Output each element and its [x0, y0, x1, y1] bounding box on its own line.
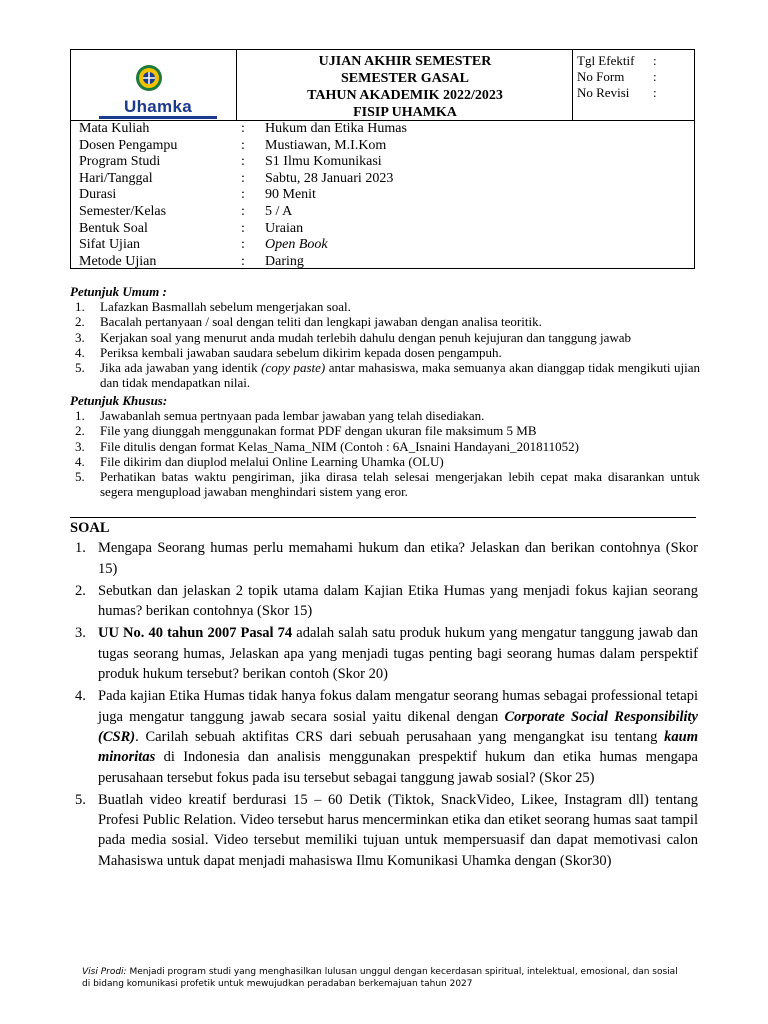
info-sep: : — [241, 154, 245, 170]
info-label: Durasi — [79, 187, 117, 203]
questions-section — [70, 518, 698, 871]
footer-text: Menjadi program studi yang menghasilkan lulusan unggul dengan kecerdasan spiritual, intelektual, emosional, dan sosial di bidang komunikasi profetik untuk mewujudkan peradaban berkemajuan tahun 2027 — [82, 967, 678, 989]
info-value: Daring — [265, 253, 304, 269]
info-row — [79, 204, 689, 221]
question-number: 1. — [75, 540, 86, 557]
info-row — [79, 138, 689, 155]
course-info — [79, 121, 689, 270]
info-sep: : — [241, 170, 245, 186]
info-value: Sabtu, 28 Januari 2023 — [265, 170, 394, 186]
text-run: Pada kajian Etika Humas tidak hanya fokus dalam mengatur seorang humas sebagai professional tetapi juga mengatur tanggung jawab secara sosial yaitu dikenal dengan — [98, 688, 698, 725]
info-value: 90 Menit — [265, 187, 316, 203]
item-number: 2. — [75, 314, 85, 330]
question-text — [98, 623, 698, 684]
meta-sep: : — [653, 85, 657, 100]
instruction-list — [70, 408, 700, 499]
info-sep: : — [241, 220, 245, 236]
info-row — [79, 221, 689, 238]
info-row — [79, 121, 689, 138]
list-item — [70, 408, 700, 423]
item-text: File yang diunggah menggunakan format PDF dengan ukuran file maksimum 5 MB — [100, 423, 537, 439]
meta-label: Tgl Efektif — [577, 53, 635, 68]
info-sep: : — [241, 253, 245, 269]
question-text: Sebutkan dan jelaskan 2 topik utama dalam Kajian Etika Humas yang menjadi fokus kajian seorang humas? berikan contohnya (Skor 15) — [98, 582, 698, 620]
text-run: . Carilah sebuah aktifitas CRS dari sebuah perusahaan yang mengangkat isu tentang — [135, 728, 665, 745]
text-run: Jika ada jawaban yang identik — [100, 360, 262, 376]
footer-vision — [82, 966, 682, 990]
question-text: Mengapa Seorang humas perlu memahami hukum dan etika? Jelaskan dan berikan contohnya (Skor 15) — [98, 540, 698, 577]
info-row — [79, 187, 689, 204]
question-item — [70, 623, 698, 684]
item-number: 4. — [75, 344, 85, 360]
info-sep: : — [241, 137, 245, 153]
header-table — [70, 49, 695, 269]
list-item — [70, 299, 700, 314]
info-label: Metode Ujian — [79, 253, 157, 269]
info-value: 5 / A — [265, 203, 293, 219]
info-row — [79, 254, 689, 271]
info-row — [79, 171, 689, 188]
meta-label: No Form — [577, 69, 625, 84]
list-item — [70, 423, 700, 438]
item-text: File ditulis dengan format Kelas_Nama_NIM (Contoh : 6A_Isnaini Handayani_201811052) — [100, 438, 579, 454]
university-logo — [91, 60, 211, 120]
logo-underline — [99, 116, 217, 119]
section-title: SOAL — [70, 520, 110, 536]
info-label: Bentuk Soal — [79, 220, 148, 236]
list-item — [70, 345, 700, 360]
footer-label: Visi Prodi: — [82, 967, 127, 977]
list-item — [70, 439, 700, 454]
item-text: Kerjakan soal yang menurut anda mudah terlebih dahulu dengan penuh kejujuran dan tanggung jawab — [100, 329, 632, 345]
item-number: 2. — [75, 423, 85, 439]
info-row — [79, 237, 689, 254]
info-value: Open Book — [265, 237, 328, 253]
list-item — [70, 454, 700, 469]
item-text: Periksa kembali jawaban saudara sebelum dikirim kepada dosen pengampuh. — [100, 344, 502, 360]
item-number: 1. — [75, 408, 85, 424]
list-item — [70, 469, 700, 499]
info-sep: : — [241, 237, 245, 253]
info-sep: : — [241, 187, 245, 203]
info-label: Hari/Tanggal — [79, 170, 153, 186]
question-number: 3. — [75, 625, 86, 642]
info-value: Uraian — [265, 220, 304, 236]
question-number: 4. — [75, 688, 86, 705]
general-instructions — [70, 284, 700, 390]
section-title: Petunjuk Khusus: — [70, 393, 168, 408]
info-sep: : — [241, 203, 245, 219]
list-item — [70, 360, 700, 390]
meta-label: No Revisi — [577, 85, 630, 100]
info-label: Semester/Kelas — [79, 203, 167, 219]
meta-sep: : — [653, 53, 657, 68]
question-number: 5. — [75, 791, 86, 808]
question-item — [70, 686, 698, 787]
info-label: Mata Kuliah — [79, 121, 150, 136]
meta-row — [577, 69, 695, 85]
text-bold-italic: Corporate Social Responsibility (CSR) — [98, 708, 698, 745]
logo-text: Uhamka — [124, 97, 192, 116]
list-item — [70, 314, 700, 329]
item-number: 4. — [75, 453, 85, 469]
title-line: SEMESTER GASAL — [341, 71, 469, 86]
meta-row — [577, 85, 695, 101]
question-list — [70, 538, 698, 871]
question-item — [70, 538, 698, 579]
text-bold: UU No. 40 tahun 2007 Pasal 74 — [98, 625, 293, 642]
info-label: Dosen Pengampu — [79, 137, 178, 153]
question-text: Buatlah video kreatif berdurasi 15 – 60 Detik (Tiktok, SnackVideo, Likee, Instagram dll) tentang Profesi Public Relation. Video tersebut harus mencerminkan etika dan etiket seorang humas saat tampil pada media sosial. Video tersebut memiliki tujuan untuk mempersuasif dan dapat memotivasi calon Mahasiswa untuk dapat menjadi mahasiswa Ilmu Komunikasi Uhamka dengan (Skor30) — [98, 791, 698, 869]
title-line: UJIAN AKHIR SEMESTER — [318, 54, 492, 69]
item-text: Perhatikan batas waktu pengiriman, jika dirasa telah selesai mengerjakan lebih cepat maka disarankan untuk segera mengupload jawaban menghindari sistem yang eror. — [100, 469, 700, 500]
info-value: S1 Ilmu Komunikasi — [265, 154, 382, 170]
form-meta — [577, 53, 695, 101]
item-number: 5. — [75, 360, 85, 376]
info-value: Mustiawan, M.I.Kom — [265, 137, 387, 153]
meta-sep: : — [653, 69, 657, 84]
text-run: adalah salah satu produk hukum yang mengatur tanggung jawab dan tugas seorang humas, Jelaskan apa yang menjadi tugas penting bagi seorang humas dalam perspektif produk hukum tersebut? berikan contoh (Skor 20) — [98, 625, 698, 683]
item-text: File dikirim dan diuplod melalui Online Learning Uhamka (OLU) — [100, 453, 444, 469]
question-item — [70, 790, 698, 871]
text-run: di Indonesia dan analisis menggunakan prespektif hukum dan etika humas mengapa perusahaan tersebut fokus pada isu tersebut sebagai tanggung jawab sosial? (Skor 25) — [98, 749, 698, 786]
item-text: Lafazkan Basmallah sebelum mengerjakan soal. — [100, 299, 351, 315]
item-number: 3. — [75, 329, 85, 345]
item-number: 3. — [75, 438, 85, 454]
exam-title — [237, 53, 573, 121]
item-number: 5. — [75, 469, 85, 485]
question-number: 2. — [75, 582, 86, 599]
title-line: TAHUN AKADEMIK 2022/2023 — [307, 88, 503, 103]
section-title: Petunjuk Umum : — [70, 284, 167, 299]
list-item — [70, 330, 700, 345]
info-value: Hukum dan Etika Humas — [265, 121, 407, 136]
title-line: FISIP UHAMKA — [353, 105, 457, 120]
instruction-list — [70, 299, 700, 390]
special-instructions — [70, 393, 700, 499]
question-item — [70, 581, 698, 622]
meta-row — [577, 53, 695, 69]
item-text — [100, 360, 700, 390]
info-sep: : — [241, 121, 245, 136]
item-number: 1. — [75, 299, 85, 315]
item-text: Bacalah pertanyaan / soal dengan teliti dan lengkapi jawaban dengan analisa teoritik. — [100, 314, 542, 330]
text-bold-italic: kaum minoritas — [98, 728, 698, 766]
text-run: antar mahasiswa, maka semuanya akan dianggap tidak mengikuti ujian dan tidak mendapatkan nilai. — [100, 360, 700, 391]
question-text — [98, 686, 698, 787]
info-row — [79, 154, 689, 171]
info-label: Sifat Ujian — [79, 237, 141, 253]
text-emphasis: (copy paste) — [261, 360, 326, 376]
info-label: Program Studi — [79, 154, 161, 170]
item-text: Jawabanlah semua pertnyaan pada lembar jawaban yang telah disediakan. — [100, 408, 485, 424]
